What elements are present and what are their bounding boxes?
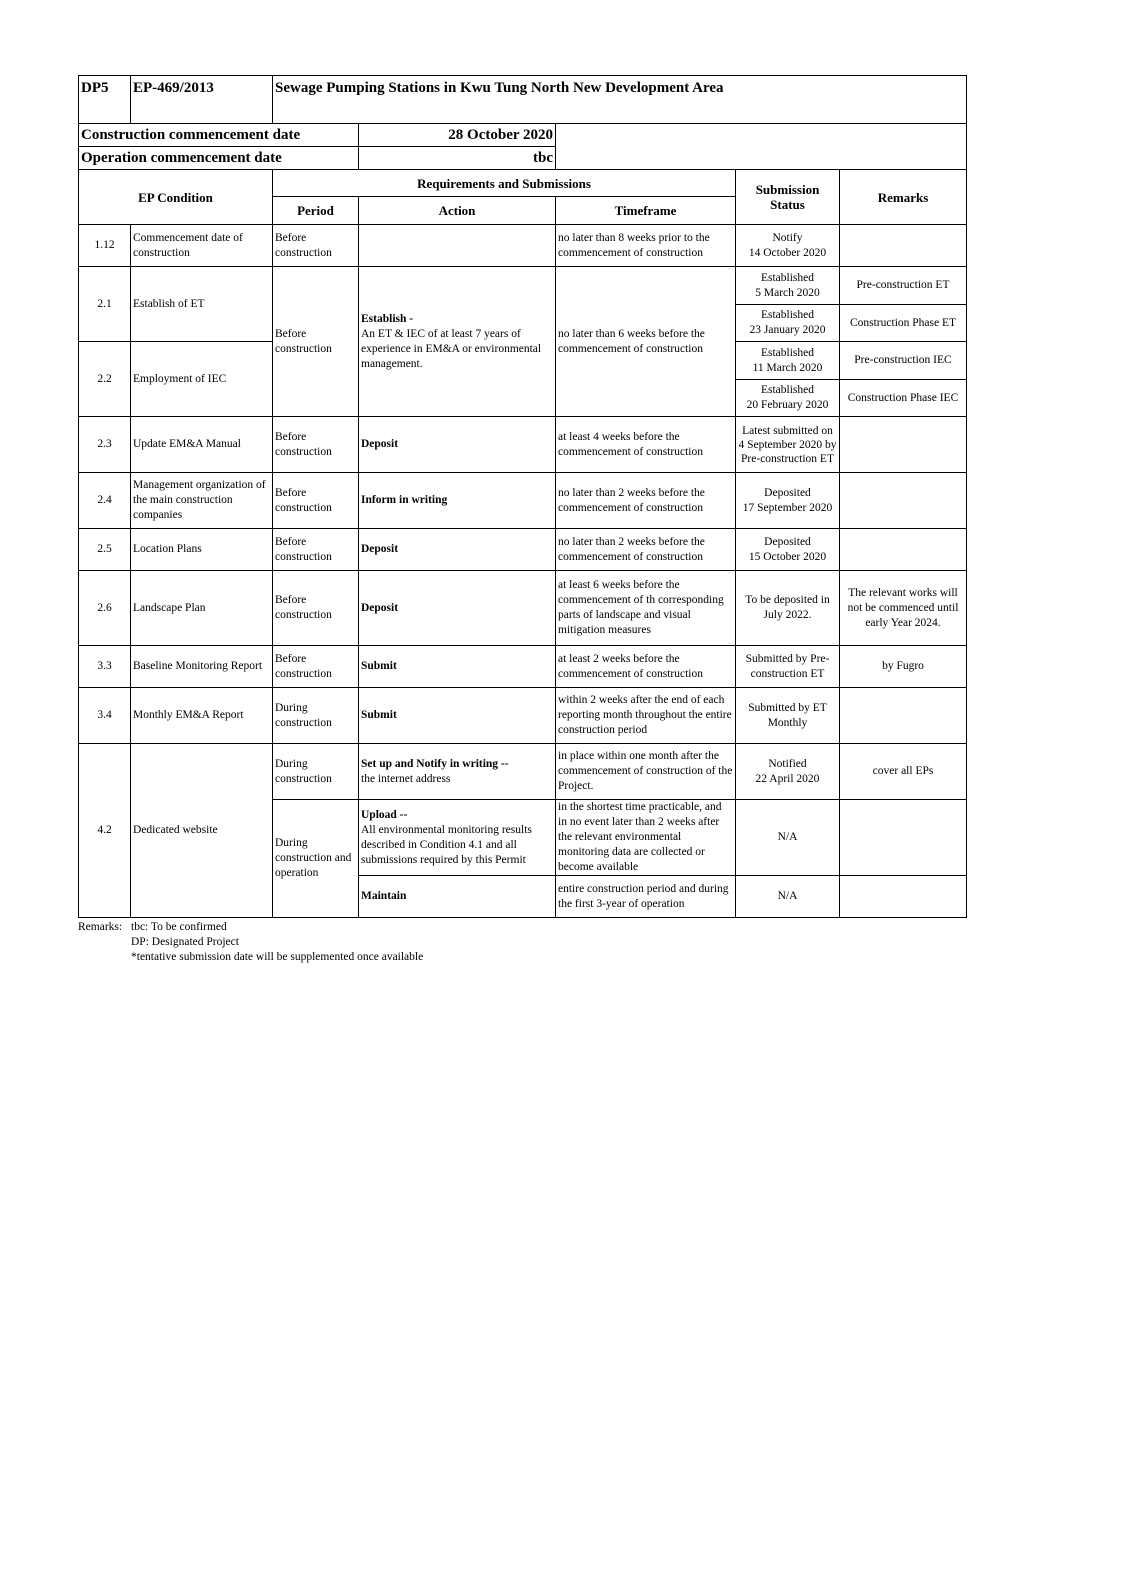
action-keyword: Upload -- bbox=[361, 808, 408, 821]
period-cell: During construction bbox=[273, 744, 359, 800]
condition-text: Establish of ET bbox=[131, 267, 273, 342]
status-line: Notified bbox=[768, 757, 807, 770]
period-cell: Before construction bbox=[273, 646, 359, 688]
period-cell: Before construction bbox=[273, 529, 359, 571]
period-header: Period bbox=[273, 197, 359, 225]
status-cell bbox=[736, 305, 840, 342]
remarks-cell: Pre-construction ET bbox=[840, 267, 967, 305]
remarks-cell bbox=[840, 225, 967, 267]
status-cell: Submitted by ET Monthly bbox=[736, 688, 840, 744]
action-cell bbox=[359, 744, 556, 800]
action-cell: Deposit bbox=[359, 571, 556, 646]
project-title: Sewage Pumping Stations in Kwu Tung North New Development Area bbox=[273, 76, 967, 124]
status-date: 22 April 2020 bbox=[755, 772, 820, 785]
action-cell: Submit bbox=[359, 688, 556, 744]
status-date: 17 September 2020 bbox=[742, 501, 833, 514]
condition-text: Monthly EM&A Report bbox=[131, 688, 273, 744]
timeframe-cell: in place within one month after the commencement of construction of the Project. bbox=[556, 744, 736, 800]
timeframe-cell: no later than 6 weeks before the commencement of construction bbox=[556, 267, 736, 417]
status-cell: N/A bbox=[736, 800, 840, 876]
construction-value: 28 October 2020 bbox=[359, 124, 556, 147]
condition-text: Management organization of the main construction companies bbox=[131, 473, 273, 529]
footnote-label: Remarks: bbox=[78, 921, 123, 933]
remarks-cell: cover all EPs bbox=[840, 744, 967, 800]
status-cell bbox=[736, 342, 840, 380]
footnote-line: *tentative submission date will be supplemented once available bbox=[131, 951, 424, 963]
ep-number: EP-469/2013 bbox=[131, 76, 273, 124]
remarks-header: Remarks bbox=[840, 170, 967, 225]
status-cell: Submitted by Pre-construction ET bbox=[736, 646, 840, 688]
status-cell: N/A bbox=[736, 876, 840, 918]
table-row bbox=[79, 225, 967, 267]
action-cell: Maintain bbox=[359, 876, 556, 918]
action-detail: An ET & IEC of at least 7 years of experience in EM&A or environmental management. bbox=[361, 327, 542, 370]
period-cell: During construction bbox=[273, 688, 359, 744]
remarks-cell bbox=[840, 688, 967, 744]
status-cell bbox=[736, 529, 840, 571]
timeframe-cell: no later than 8 weeks prior to the commencement of construction bbox=[556, 225, 736, 267]
status-cell bbox=[736, 267, 840, 305]
action-cell bbox=[359, 800, 556, 876]
footnotes bbox=[78, 920, 966, 965]
footnote-text: tbc: To be confirmed bbox=[131, 921, 227, 933]
table-row bbox=[79, 571, 967, 646]
condition-number: 3.3 bbox=[79, 646, 131, 688]
remarks-cell: The relevant works will not be commenced until early Year 2024. bbox=[840, 571, 967, 646]
timeframe-cell: in the shortest time practicable, and in no event later than 2 weeks after the relevant environmental monitoring data are collected or become available bbox=[556, 800, 736, 876]
timeframe-header: Timeframe bbox=[556, 197, 736, 225]
status-date: 23 January 2020 bbox=[749, 324, 826, 336]
ep-submission-table-page bbox=[78, 75, 966, 965]
ep-submission-table bbox=[78, 75, 967, 918]
period-cell: Before construction bbox=[273, 473, 359, 529]
footnote-line bbox=[78, 920, 966, 935]
status-cell bbox=[736, 473, 840, 529]
timeframe-cell: no later than 2 weeks before the commencement of construction bbox=[556, 529, 736, 571]
status-cell: Latest submitted on 4 September 2020 by Pre-construction ET bbox=[736, 417, 840, 473]
remarks-cell bbox=[840, 876, 967, 918]
status-cell bbox=[736, 225, 840, 267]
table-row bbox=[79, 267, 967, 305]
dp-code: DP5 bbox=[79, 76, 131, 124]
action-cell bbox=[359, 267, 556, 417]
title-row bbox=[79, 76, 967, 124]
status-date: 14 October 2020 bbox=[748, 246, 827, 259]
remarks-cell: Pre-construction IEC bbox=[840, 342, 967, 380]
timeframe-cell: entire construction period and during the first 3-year of operation bbox=[556, 876, 736, 918]
status-cell bbox=[736, 380, 840, 417]
timeframe-cell: at least 4 weeks before the commencement of construction bbox=[556, 417, 736, 473]
status-date: 20 February 2020 bbox=[746, 399, 829, 411]
action-cell: Inform in writing bbox=[359, 473, 556, 529]
condition-number: 2.3 bbox=[79, 417, 131, 473]
requirements-header: Requirements and Submissions bbox=[273, 170, 736, 197]
action-detail: the internet address bbox=[361, 772, 451, 785]
condition-number: 2.4 bbox=[79, 473, 131, 529]
timeframe-cell: at least 6 weeks before the commencement of th corresponding parts of landscape and visual mitigation measures bbox=[556, 571, 736, 646]
operation-value: tbc bbox=[359, 147, 556, 170]
condition-text: Baseline Monitoring Report bbox=[131, 646, 273, 688]
condition-number: 4.2 bbox=[79, 744, 131, 918]
condition-text: Employment of IEC bbox=[131, 342, 273, 417]
timeframe-cell: no later than 2 weeks before the commencement of construction bbox=[556, 473, 736, 529]
construction-date-row bbox=[79, 124, 967, 147]
table-row bbox=[79, 473, 967, 529]
status-date: 11 March 2020 bbox=[752, 361, 823, 374]
action-cell: Submit bbox=[359, 646, 556, 688]
period-cell: During construction and operation bbox=[273, 800, 359, 918]
table-row bbox=[79, 529, 967, 571]
period-cell: Before construction bbox=[273, 417, 359, 473]
condition-number: 2.1 bbox=[79, 267, 131, 342]
remarks-cell: Construction Phase IEC bbox=[840, 380, 967, 417]
period-cell: Before construction bbox=[273, 267, 359, 417]
action-keyword: Establish - bbox=[361, 312, 414, 325]
status-cell: To be deposited in July 2022. bbox=[736, 571, 840, 646]
status-date: 5 March 2020 bbox=[755, 286, 820, 299]
action-cell: Deposit bbox=[359, 417, 556, 473]
status-line: Deposited bbox=[764, 535, 811, 548]
condition-text: Landscape Plan bbox=[131, 571, 273, 646]
condition-number: 2.2 bbox=[79, 342, 131, 417]
column-header-row-1 bbox=[79, 170, 967, 197]
remarks-cell bbox=[840, 473, 967, 529]
status-header: Submission Status bbox=[736, 170, 840, 225]
status-date: 15 October 2020 bbox=[748, 550, 827, 563]
table-row bbox=[79, 688, 967, 744]
timeframe-cell: at least 2 weeks before the commencement of construction bbox=[556, 646, 736, 688]
condition-text: Commencement date of construction bbox=[131, 225, 273, 267]
table-row bbox=[79, 417, 967, 473]
ep-condition-header: EP Condition bbox=[79, 170, 273, 225]
footnote-line: DP: Designated Project bbox=[131, 936, 239, 948]
condition-text: Dedicated website bbox=[131, 744, 273, 918]
condition-number: 2.6 bbox=[79, 571, 131, 646]
action-header: Action bbox=[359, 197, 556, 225]
period-cell: Before construction bbox=[273, 225, 359, 267]
condition-number: 1.12 bbox=[79, 225, 131, 267]
remarks-cell bbox=[840, 800, 967, 876]
status-line: Notify bbox=[772, 231, 803, 244]
status-line: Established bbox=[760, 346, 815, 359]
remarks-cell: by Fugro bbox=[840, 646, 967, 688]
condition-text: Location Plans bbox=[131, 529, 273, 571]
remarks-cell bbox=[840, 529, 967, 571]
status-line: Established bbox=[760, 384, 815, 396]
timeframe-cell: within 2 weeks after the end of each reporting month throughout the entire construction period bbox=[556, 688, 736, 744]
table-row bbox=[79, 646, 967, 688]
condition-number: 3.4 bbox=[79, 688, 131, 744]
condition-text: Update EM&A Manual bbox=[131, 417, 273, 473]
blank-cell bbox=[556, 124, 967, 170]
remarks-cell: Construction Phase ET bbox=[840, 305, 967, 342]
action-cell: Deposit bbox=[359, 529, 556, 571]
status-line: Deposited bbox=[764, 486, 811, 499]
operation-label: Operation commencement date bbox=[79, 147, 359, 170]
remarks-cell bbox=[840, 417, 967, 473]
action-detail: All environmental monitoring results described in Condition 4.1 and all submissions required by this Permit bbox=[361, 823, 532, 866]
status-line: Established bbox=[760, 271, 815, 284]
status-cell bbox=[736, 744, 840, 800]
construction-label: Construction commencement date bbox=[79, 124, 359, 147]
table-row bbox=[79, 744, 967, 800]
condition-number: 2.5 bbox=[79, 529, 131, 571]
status-line: Established bbox=[760, 309, 815, 321]
action-cell bbox=[359, 225, 556, 267]
period-cell: Before construction bbox=[273, 571, 359, 646]
action-keyword: Set up and Notify in writing -- bbox=[361, 757, 509, 770]
